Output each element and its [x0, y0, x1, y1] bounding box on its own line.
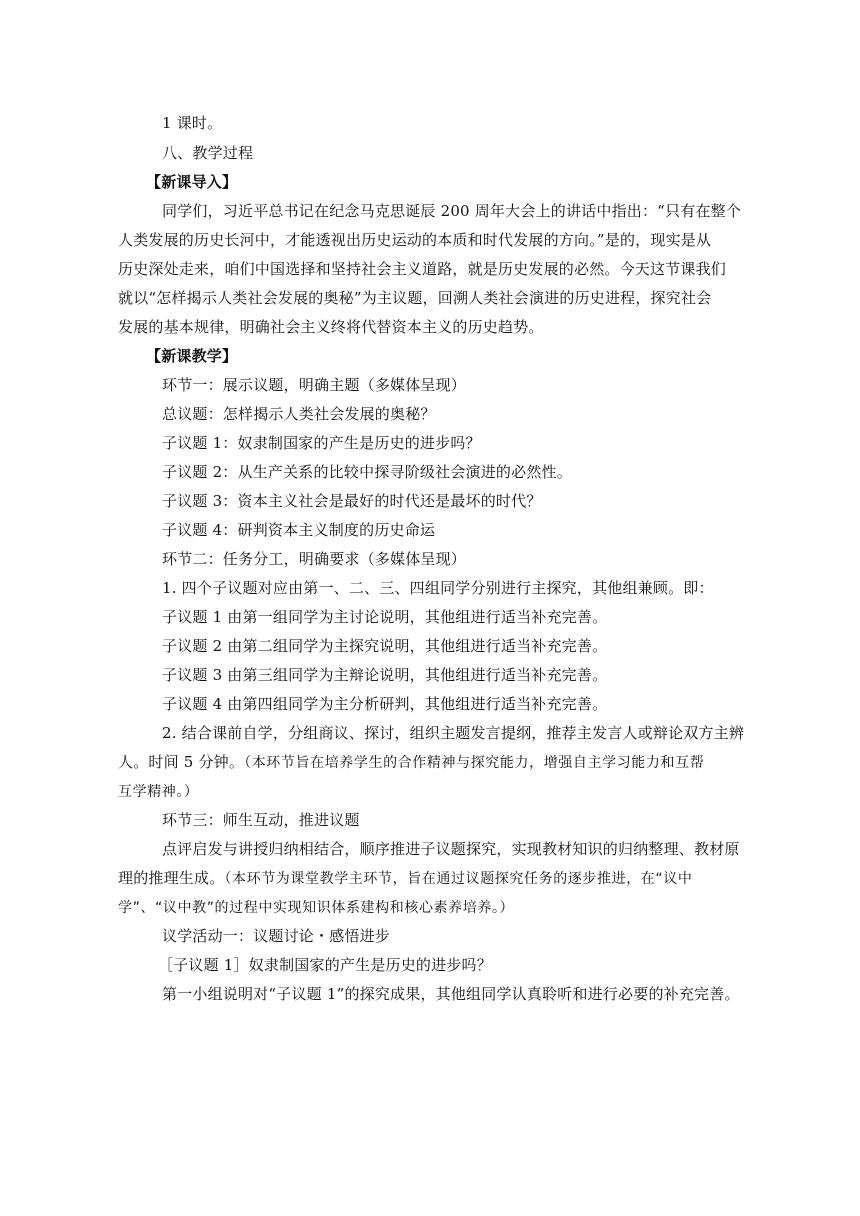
note-text: 互学精神。）	[118, 784, 199, 800]
text-line: 总议题：怎样揭示人类社会发展的奥秘？	[162, 405, 436, 423]
text-span: 人。时间 5 分钟。	[118, 753, 245, 771]
text-line: 子议题 1：奴隶制国家的产生是历史的进步吗？	[162, 434, 481, 452]
text-line: 历史深处走来，咱们中国选择和坚持社会主义道路，就是历史发展的必然。今天这节课我们	[118, 260, 727, 278]
text-line: 子议题 2 由第二组同学为主探究说明，其他组进行适当补充完善。	[162, 637, 608, 655]
text-line: 第一小组说明对“子议题 1”的探究成果，其他组同学认真聆听和进行必要的补充完善。	[162, 985, 740, 1003]
text-line	[118, 868, 692, 889]
text-line: 发展的基本规律，明确社会主义终将代替资本主义的历史趋势。	[118, 318, 544, 336]
text-span: 理的推理生成。	[118, 869, 225, 887]
subsection-heading: 【新课导入】	[146, 173, 238, 191]
text-line: 子议题 1 由第一组同学为主讨论说明，其他组进行适当补充完善。	[162, 608, 608, 626]
text-line: 环节三：师生互动，推进议题	[162, 811, 360, 829]
note-text: 学”、“议中教”的过程中实现知识体系建构和核心素养培养。）	[118, 900, 515, 916]
text-line: ［子议题 1］奴隶制国家的产生是历史的进步吗？	[158, 956, 492, 974]
text-line: 子议题 4：研判资本主义制度的历史命运	[162, 521, 436, 539]
text-line: 就以“怎样揭示人类社会发展的奥秘”为主议题，回溯人类社会演进的历史进程，探究社会	[118, 289, 712, 307]
text-line: 1 课时。	[162, 114, 223, 132]
text-line: 2. 结合课前自学，分组商议、探讨，组织主题发言提纲，推荐主发言人或辩论双方主辨	[162, 724, 745, 742]
text-line	[118, 752, 704, 773]
text-line: 子议题 4 由第四组同学为主分析研判，其他组进行适当补充完善。	[162, 695, 608, 713]
text-line: 环节二：任务分工，明确要求（多媒体呈现）	[162, 550, 467, 568]
text-line: 人类发展的历史长河中，才能透视出历史运动的本质和时代发展的方向。”是的，现实是从	[118, 231, 712, 249]
text-line: 子议题 3：资本主义社会是最好的时代还是最坏的时代？	[162, 492, 542, 510]
note-text: （本环节旨在培养学生的合作精神与探究能力，增强自主学习能力和互帮	[244, 755, 705, 771]
text-line: 1. 四个子议题对应由第一、二、三、四组同学分别进行主探究，其他组兼顾。即：	[162, 579, 714, 597]
section-heading: 八、教学过程	[162, 144, 254, 162]
note-text: （本环节为课堂教学主环节，旨在通过议题探究任务的逐步推进，在“议中	[224, 871, 693, 887]
text-line: 同学们，习近平总书记在纪念马克思诞辰 200 周年大会上的讲话中指出：“只有在整个	[162, 202, 742, 220]
text-line: 环节一：展示议题，明确主题（多媒体呈现）	[162, 376, 467, 394]
text-line: 点评启发与讲授归纳相结合，顺序推进子议题探究，实现教材知识的归纳整理、教材原	[162, 840, 740, 858]
text-line: 议学活动一：议题讨论・感悟进步	[162, 927, 391, 945]
subsection-heading: 【新课教学】	[146, 347, 238, 365]
text-line: 子议题 3 由第三组同学为主辩论说明，其他组进行适当补充完善。	[162, 666, 608, 684]
text-line: 子议题 2：从生产关系的比较中探寻阶级社会演进的必然性。	[162, 463, 572, 481]
